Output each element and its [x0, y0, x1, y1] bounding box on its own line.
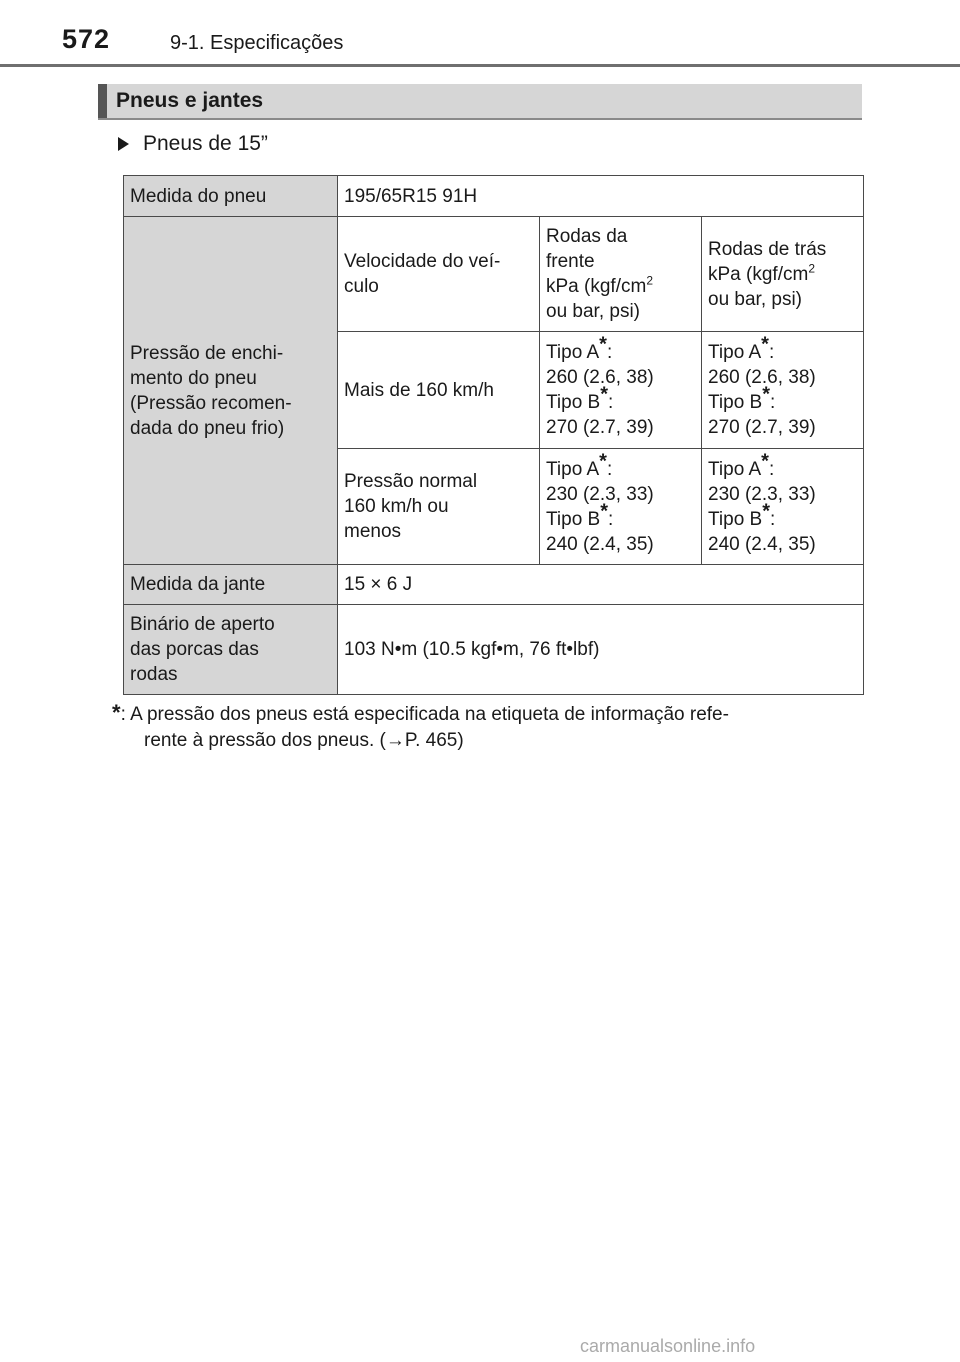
- section-band: [98, 84, 862, 120]
- tire-spec-table: [123, 175, 864, 695]
- table-row: [124, 217, 864, 332]
- band-accent: [98, 84, 107, 118]
- speed-normal: Pressão normal 160 km/h ou menos: [338, 449, 540, 565]
- speed-header: Velocidade do veí- culo: [338, 217, 540, 332]
- tire-size-value: 195/65R15 91H: [338, 176, 864, 217]
- footnote-line-1: : A pressão dos pneus está especificada na etiqueta de informação refe-: [120, 704, 729, 725]
- table-row: [124, 565, 864, 605]
- torque-label: Binário de aperto das porcas das rodas: [124, 605, 338, 695]
- front-pressure-high: Tipo A*: 260 (2.6, 38) Tipo B*: 270 (2.7, 39): [540, 332, 702, 449]
- rear-pressure-high: Tipo A*: 260 (2.6, 38) Tipo B*: 270 (2.7, 39): [702, 332, 864, 449]
- watermark: carmanualsonline.info: [580, 1336, 756, 1356]
- speed-high: Mais de 160 km/h: [338, 332, 540, 449]
- front-pressure-normal: Tipo A*: 230 (2.3, 33) Tipo B*: 240 (2.4, 35): [540, 449, 702, 565]
- subheading: [118, 132, 268, 156]
- page-number: 572: [62, 24, 111, 54]
- footnote-marker: *: [112, 700, 121, 725]
- wheel-size-value: 15 × 6 J: [338, 565, 864, 605]
- triangle-bullet-icon: [118, 137, 129, 151]
- torque-value: 103 N•m (10.5 kgf•m, 76 ft•lbf): [338, 605, 864, 695]
- pressure-label: Pressão de enchi- mento do pneu (Pressão recomen- dada do pneu frio): [124, 217, 338, 565]
- band-title: Pneus e jantes: [116, 89, 264, 112]
- table-row: [124, 605, 864, 695]
- rear-wheels-header: Rodas de trás kPa ($kgf/cm^2$ ou bar, psi): [702, 217, 864, 332]
- subheading-text: Pneus de 15”: [143, 132, 268, 155]
- table-row: [124, 176, 864, 217]
- front-wheels-header: Rodas da frente kPa ($kgf/cm^2$ ou bar, psi): [540, 217, 702, 332]
- rear-pressure-normal: Tipo A*: 230 (2.3, 33) Tipo B*: 240 (2.4, 35): [702, 449, 864, 565]
- section-title: 9-1. Especificações: [170, 32, 344, 54]
- header-rule: [0, 64, 960, 67]
- page-header: [0, 0, 960, 68]
- footnote: [112, 700, 862, 754]
- footnote-line-2: rente à pressão dos pneus. (→P. 465): [144, 730, 464, 751]
- wheel-size-label: Medida da jante: [124, 565, 338, 605]
- tire-size-label: Medida do pneu: [124, 176, 338, 217]
